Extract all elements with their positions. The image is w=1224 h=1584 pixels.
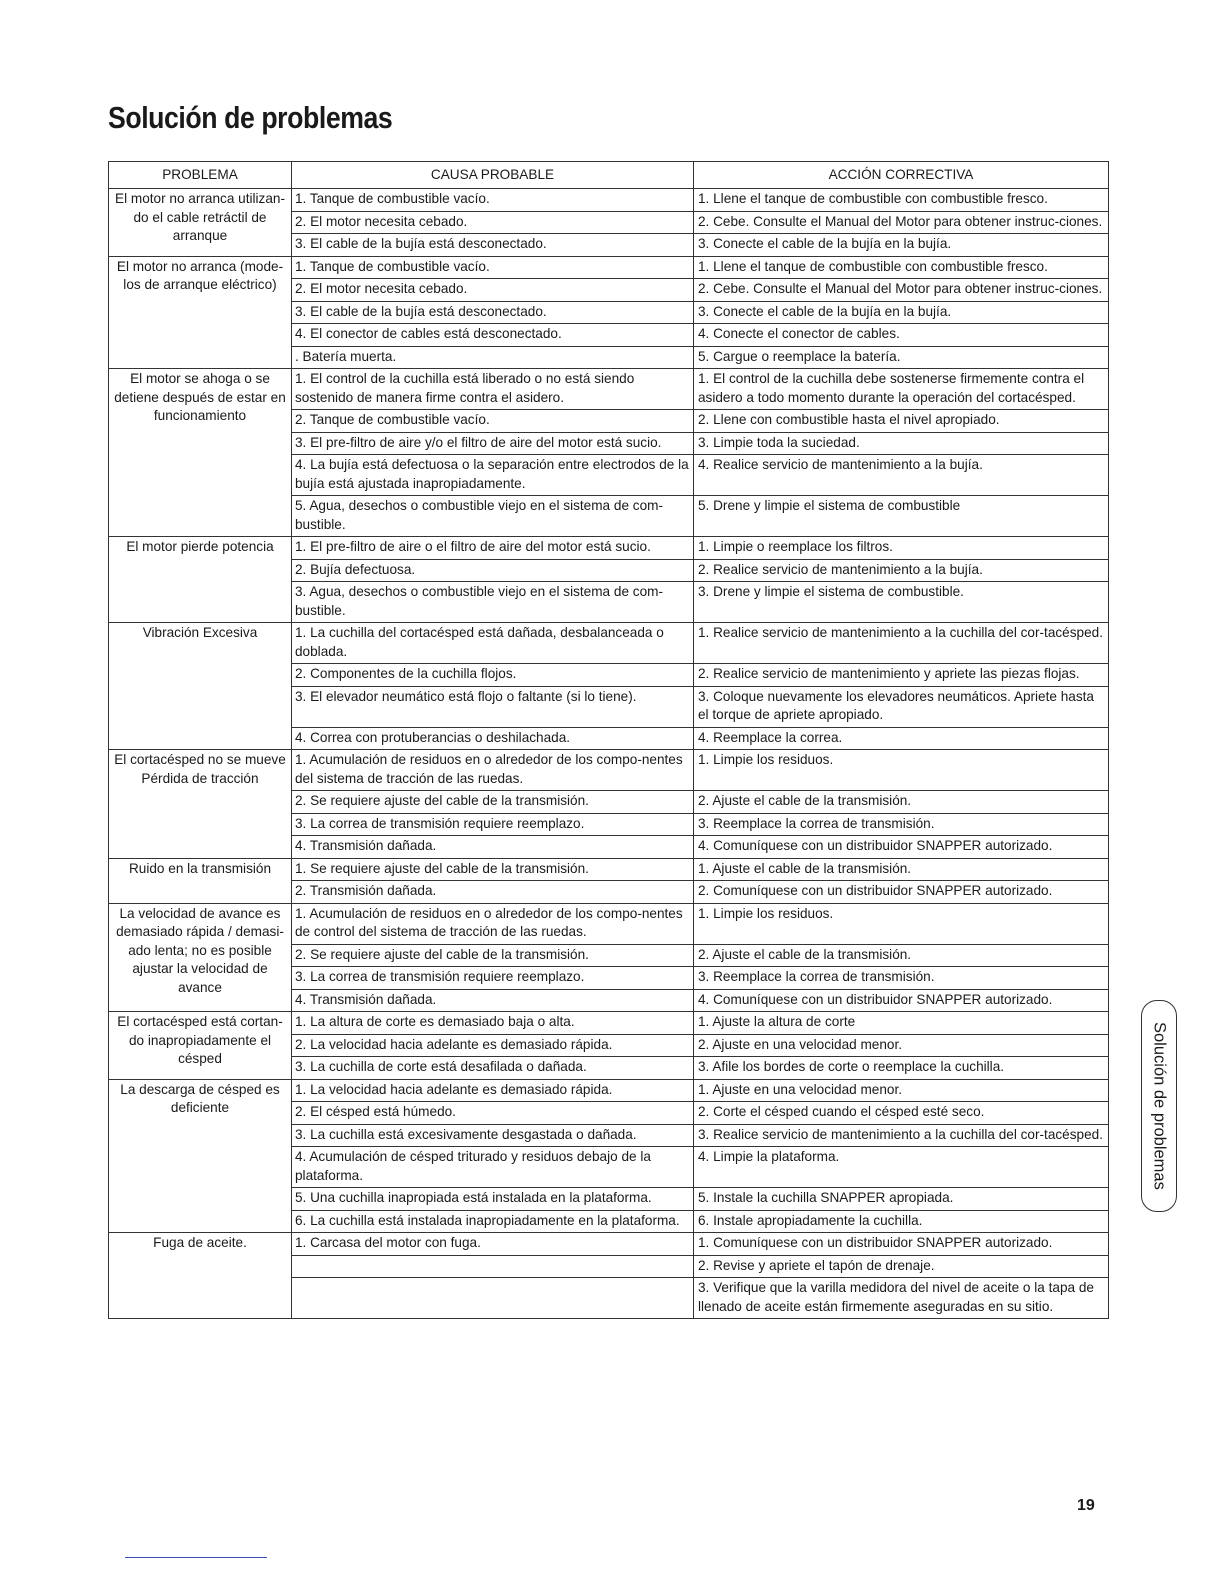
cause-cell: 3. El cable de la bujía está desconectado. [292,234,694,257]
action-cell: 4. Comuníquese con un distribuidor SNAPPER autorizado. [694,836,1109,859]
cause-cell: 2. Transmisión dañada. [292,881,694,904]
cause-cell: 1. Tanque de combustible vacío. [292,256,694,279]
action-cell: 3. Conecte el cable de la bujía en la bujía. [694,234,1109,257]
action-cell: 2. Revise y apriete el tapón de drenaje. [694,1255,1109,1278]
cause-cell: 1. Acumulación de residuos en o alrededor de los compo-nentes de control del sistema de tracción de las ruedas. [292,903,694,944]
cause-cell: 1. El control de la cuchilla está liberado o no está siendo sostenido de manera firme contra el asidero. [292,369,694,410]
action-cell: 2. Ajuste el cable de la transmisión. [694,791,1109,814]
action-cell: 2. Realice servicio de mantenimiento a la bujía. [694,559,1109,582]
action-cell: 2. Realice servicio de mantenimiento y apriete las piezas flojas. [694,664,1109,687]
problem-cell: Ruido en la transmisión [109,858,292,903]
cause-cell: 2. Se requiere ajuste del cable de la transmisión. [292,791,694,814]
header-cause: CAUSA PROBABLE [292,162,694,189]
cause-cell: 4. Correa con protuberancias o deshilachada. [292,727,694,750]
action-cell: 4. Limpie la plataforma. [694,1147,1109,1188]
action-cell: 1. Realice servicio de mantenimiento a la cuchilla del cor-tacésped. [694,623,1109,664]
cause-cell: 3. La correa de transmisión requiere reemplazo. [292,967,694,990]
cause-cell: 6. La cuchilla está instalada inapropiadamente en la plataforma. [292,1210,694,1233]
cause-cell: 4. Transmisión dañada. [292,836,694,859]
page-title: Solución de problemas [108,100,393,135]
action-cell: 1. Limpie los residuos. [694,750,1109,791]
cause-cell: 3. La cuchilla de corte está desafilada o dañada. [292,1057,694,1080]
table-header [109,162,1109,189]
problem-cell: Fuga de aceite. [109,1233,292,1319]
header-row [109,162,1109,189]
cause-cell [292,1278,694,1319]
cause-cell: 3. El pre-filtro de aire y/o el filtro de aire del motor está sucio. [292,432,694,455]
action-cell: 1. Comuníquese con un distribuidor SNAPPER autorizado. [694,1233,1109,1256]
action-cell: 1. Limpie los residuos. [694,903,1109,944]
action-cell: 3. Conecte el cable de la bujía en la bujía. [694,301,1109,324]
action-cell: 5. Cargue o reemplace la batería. [694,346,1109,369]
cause-cell: 1. Acumulación de residuos en o alrededor de los compo-nentes del sistema de tracción de las ruedas. [292,750,694,791]
action-cell: 3. Realice servicio de mantenimiento a la cuchilla del cor-tacésped. [694,1124,1109,1147]
table-body [109,189,1109,1319]
cause-cell: 2. Bujía defectuosa. [292,559,694,582]
table-row [109,1012,1109,1035]
action-cell: 1. El control de la cuchilla debe sostenerse firmemente contra el asidero a todo momento durante la operación del cortacésped. [694,369,1109,410]
cause-cell: 5. Agua, desechos o combustible viejo en el sistema de com-bustible. [292,496,694,537]
problem-cell: El motor no arranca (mode-los de arranque eléctrico) [109,256,292,369]
cause-cell: 2. El motor necesita cebado. [292,279,694,302]
problem-cell: Vibración Excesiva [109,623,292,750]
footer-rule [125,1557,267,1558]
table-row [109,256,1109,279]
cause-cell: 2. Componentes de la cuchilla flojos. [292,664,694,687]
cause-cell: 4. El conector de cables está desconectado. [292,324,694,347]
action-cell: 2. Cebe. Consulte el Manual del Motor para obtener instruc-ciones. [694,211,1109,234]
cause-cell: 2. Se requiere ajuste del cable de la transmisión. [292,944,694,967]
table-row [109,189,1109,212]
cause-cell: 4. La bujía está defectuosa o la separación entre electrodos de la bujía está ajustada inapropiadamente. [292,455,694,496]
cause-cell: 3. La correa de transmisión requiere reemplazo. [292,813,694,836]
table-row [109,903,1109,944]
cause-cell: 1. El pre-filtro de aire o el filtro de aire del motor está sucio. [292,537,694,560]
cause-cell: 1. Se requiere ajuste del cable de la transmisión. [292,858,694,881]
header-action: ACCIÓN CORRECTIVA [694,162,1109,189]
action-cell: 3. Drene y limpie el sistema de combustible. [694,582,1109,623]
cause-cell: 3. Agua, desechos o combustible viejo en el sistema de com-bustible. [292,582,694,623]
header-problem: PROBLEMA [109,162,292,189]
action-cell: 3. Reemplace la correa de transmisión. [694,967,1109,990]
action-cell: 1. Limpie o reemplace los filtros. [694,537,1109,560]
cause-cell: 1. Tanque de combustible vacío. [292,189,694,212]
action-cell: 2. Ajuste el cable de la transmisión. [694,944,1109,967]
action-cell: 4. Reemplace la correa. [694,727,1109,750]
cause-cell: 3. La cuchilla está excesivamente desgastada o dañada. [292,1124,694,1147]
cause-cell: 4. Transmisión dañada. [292,989,694,1012]
table-row [109,750,1109,791]
cause-cell: 2. El motor necesita cebado. [292,211,694,234]
action-cell: 5. Drene y limpie el sistema de combustible [694,496,1109,537]
cause-cell: 1. La altura de corte es demasiado baja o alta. [292,1012,694,1035]
problem-cell: El motor no arranca utilizan-do el cable retráctil de arranque [109,189,292,257]
action-cell: 3. Limpie toda la suciedad. [694,432,1109,455]
page-number: 19 [1077,1497,1095,1514]
action-cell: 1. Ajuste el cable de la transmisión. [694,858,1109,881]
action-cell: 1. Ajuste en una velocidad menor. [694,1079,1109,1102]
cause-cell: 1. La velocidad hacia adelante es demasiado rápida. [292,1079,694,1102]
cause-cell: 2. Tanque de combustible vacío. [292,410,694,433]
action-cell: 2. Comuníquese con un distribuidor SNAPPER autorizado. [694,881,1109,904]
cause-cell: 1. Carcasa del motor con fuga. [292,1233,694,1256]
action-cell: 2. Llene con combustible hasta el nivel apropiado. [694,410,1109,433]
action-cell: 4. Conecte el conector de cables. [694,324,1109,347]
action-cell: 6. Instale apropiadamente la cuchilla. [694,1210,1109,1233]
action-cell: 2. Ajuste en una velocidad menor. [694,1034,1109,1057]
cause-cell: 1. La cuchilla del cortacésped está dañada, desbalanceada o doblada. [292,623,694,664]
side-tab-label: Solución de problemas [1150,1022,1169,1190]
action-cell: 2. Corte el césped cuando el césped esté seco. [694,1102,1109,1125]
table-row [109,1233,1109,1256]
action-cell: 4. Comuníquese con un distribuidor SNAPPER autorizado. [694,989,1109,1012]
cause-cell: 3. El elevador neumático está flojo o faltante (si lo tiene). [292,686,694,727]
table-row [109,369,1109,410]
problem-cell: El cortacésped no se mueve Pérdida de tracción [109,750,292,859]
action-cell: 2. Cebe. Consulte el Manual del Motor para obtener instruc-ciones. [694,279,1109,302]
problem-cell: La descarga de césped es deficiente [109,1079,292,1233]
table-row [109,858,1109,881]
cause-cell: 5. Una cuchilla inapropiada está instalada en la plataforma. [292,1188,694,1211]
table-row [109,537,1109,560]
action-cell: 1. Llene el tanque de combustible con combustible fresco. [694,256,1109,279]
action-cell: 4. Realice servicio de mantenimiento a la bujía. [694,455,1109,496]
cause-cell: 2. La velocidad hacia adelante es demasiado rápida. [292,1034,694,1057]
cause-cell: 3. El cable de la bujía está desconectado. [292,301,694,324]
action-cell: 1. Ajuste la altura de corte [694,1012,1109,1035]
problem-cell: La velocidad de avance es demasiado rápida / demasi-ado lenta; no es posible ajustar la velocidad de avance [109,903,292,1012]
action-cell: 3. Afile los bordes de corte o reemplace la cuchilla. [694,1057,1109,1080]
cause-cell: 4. Acumulación de césped triturado y residuos debajo de la plataforma. [292,1147,694,1188]
table-row [109,623,1109,664]
action-cell: 1. Llene el tanque de combustible con combustible fresco. [694,189,1109,212]
table-row [109,1079,1109,1102]
section-side-tab [1141,1000,1177,1212]
troubleshooting-table [108,161,1109,1319]
problem-cell: El motor pierde potencia [109,537,292,623]
cause-cell: 2. El césped está húmedo. [292,1102,694,1125]
problem-cell: El cortacésped está cortan-do inapropiadamente el césped [109,1012,292,1080]
cause-cell [292,1255,694,1278]
action-cell: 5. Instale la cuchilla SNAPPER apropiada. [694,1188,1109,1211]
action-cell: 3. Verifique que la varilla medidora del nivel de aceite o la tapa de llenado de aceite están firmemente aseguradas en su sitio. [694,1278,1109,1319]
cause-cell: . Batería muerta. [292,346,694,369]
action-cell: 3. Coloque nuevamente los elevadores neumáticos. Apriete hasta el torque de apriete apropiado. [694,686,1109,727]
problem-cell: El motor se ahoga o se detiene después de estar en funcionamiento [109,369,292,537]
action-cell: 3. Reemplace la correa de transmisión. [694,813,1109,836]
